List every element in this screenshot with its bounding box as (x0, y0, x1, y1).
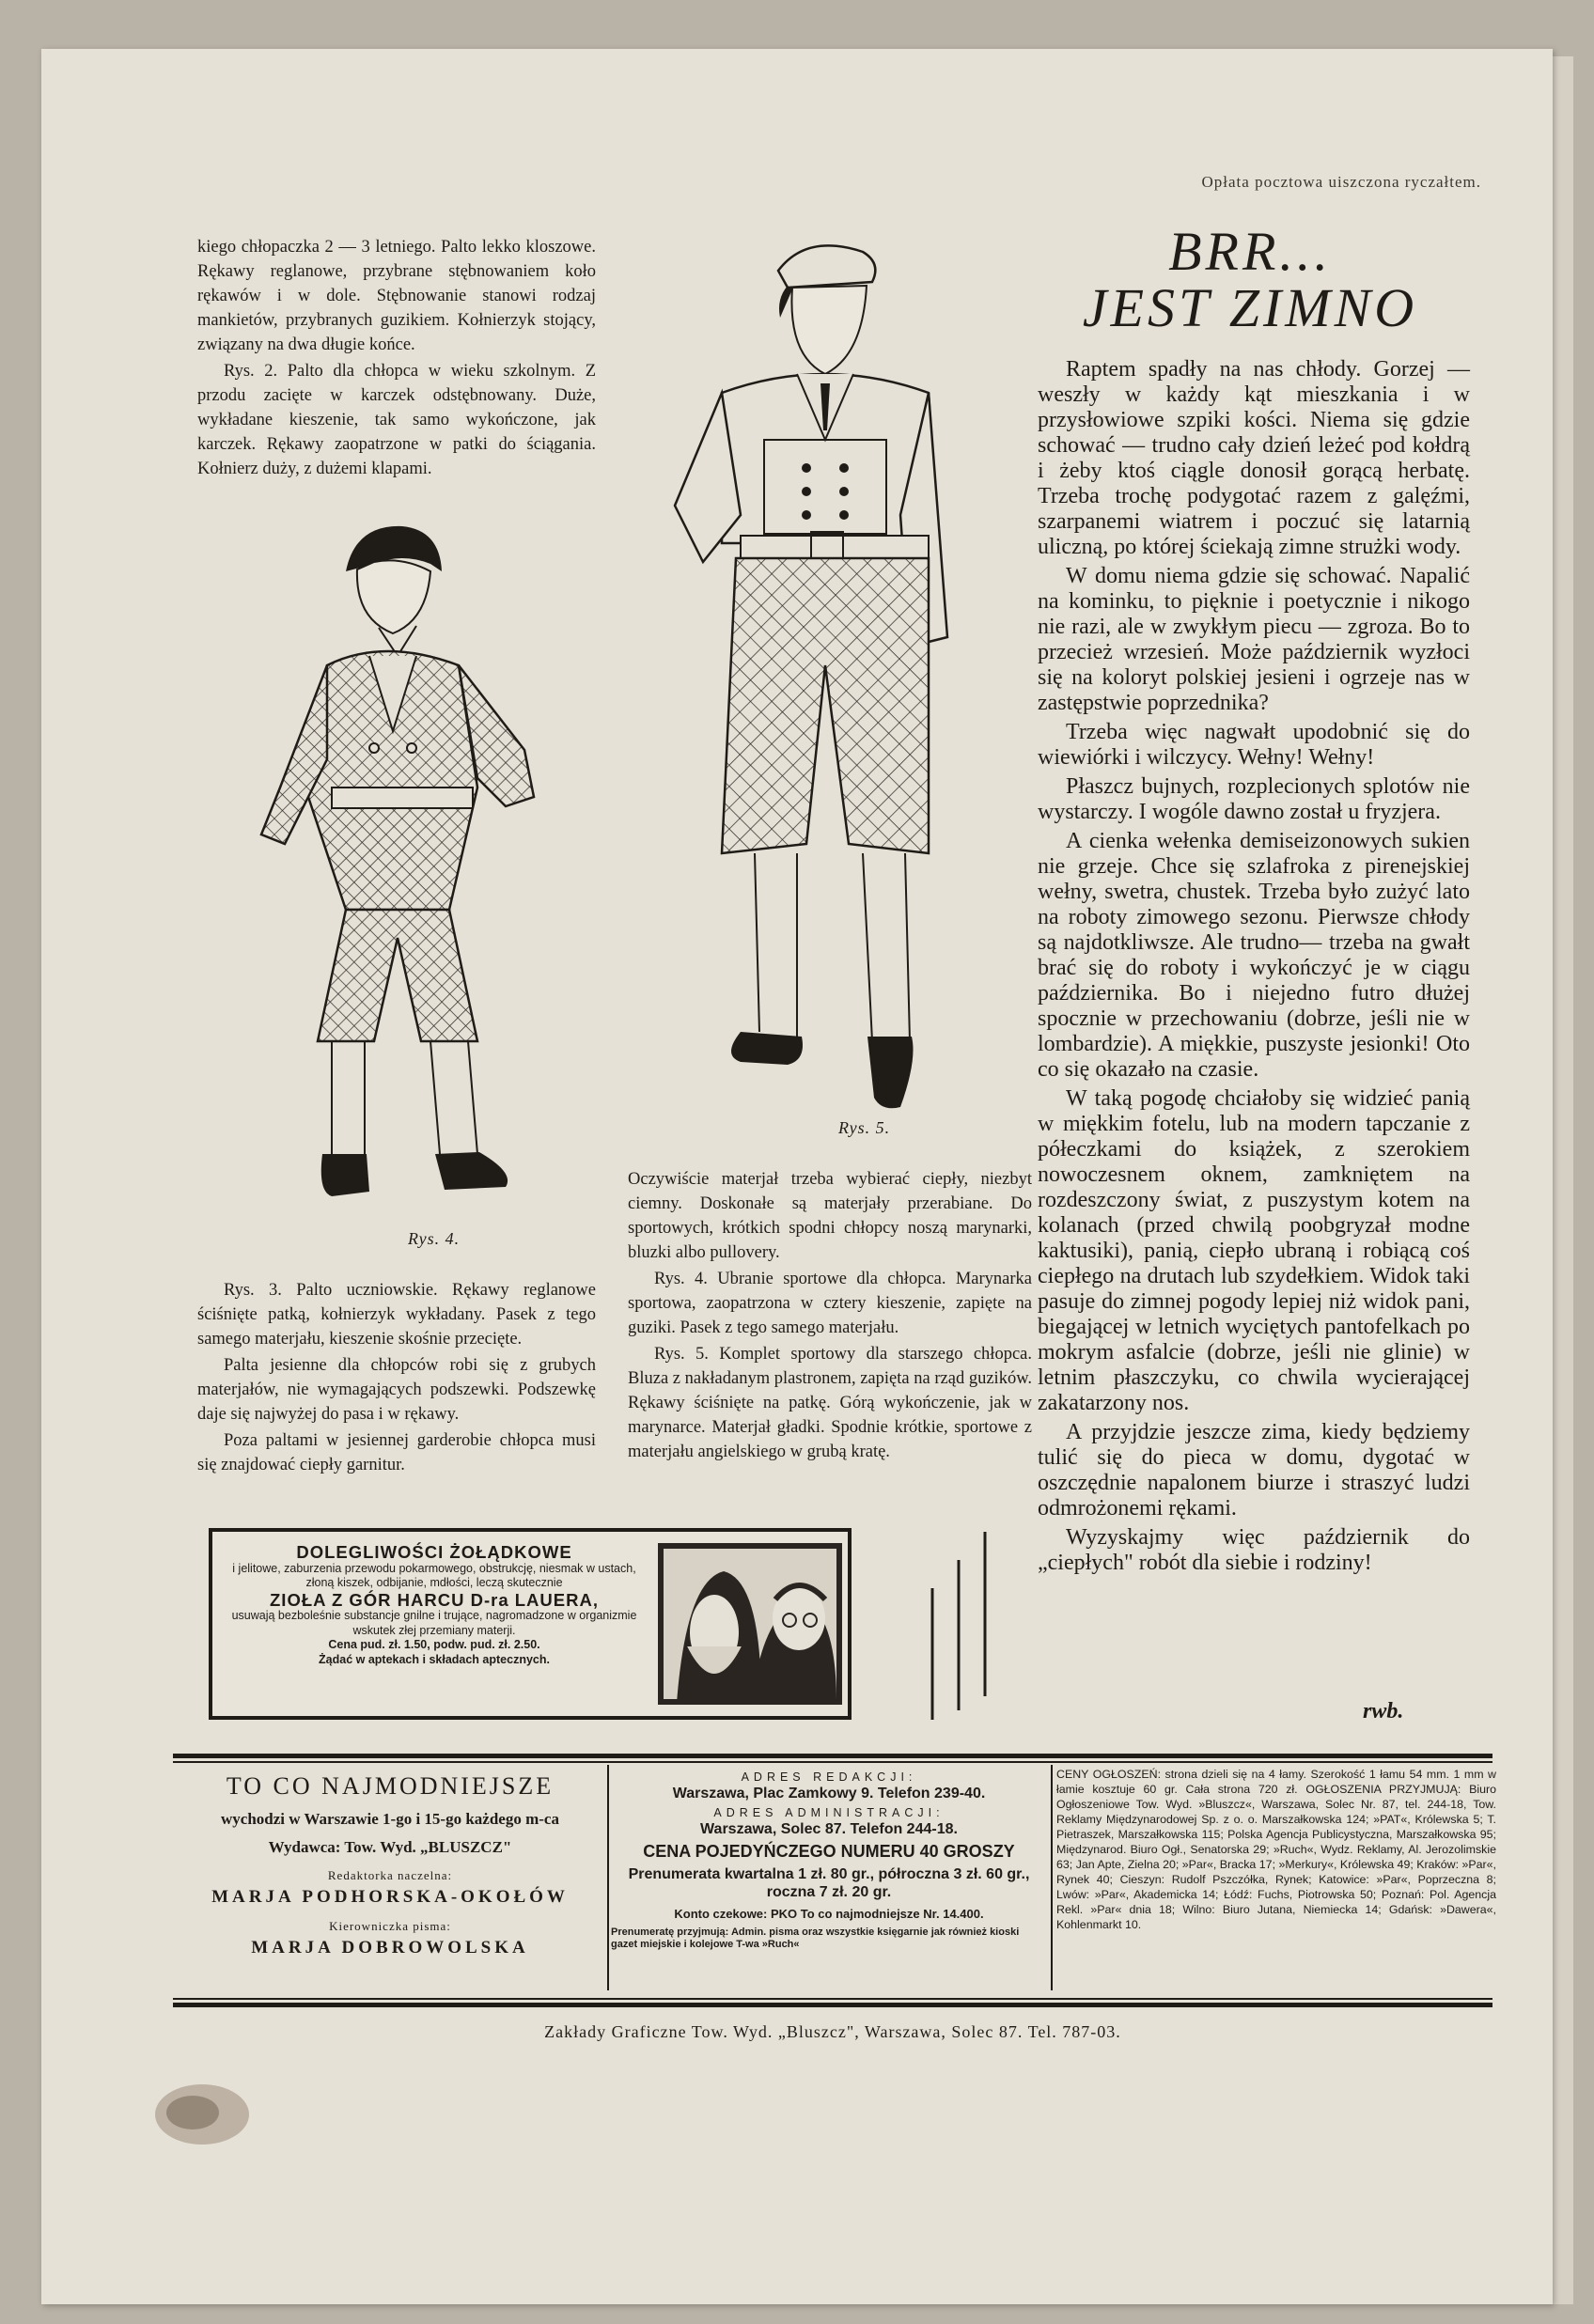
article-body (1038, 357, 1470, 1580)
subscription-note: Prenumeratę przyjmują: Admin. pisma oraz wszystkie księgarnie jak również kioski gazet miejskie i kolejowe T-wa »Ruch« (611, 1926, 1020, 1950)
left-column-bottom (197, 1278, 596, 1479)
left-column-top (197, 235, 596, 483)
paragraph: Poza paltami w jesiennej garderobie chłopca musi się znajdować ciepły garnitur. (197, 1431, 596, 1474)
page-edge (1553, 56, 1573, 2304)
magazine-title: TO CO NAJMODNIEJSZE (226, 1772, 555, 1800)
article-paragraph: W domu niema gdzie się schować. Napalić na kominku, to pięknie i poetycznie i nikogo nie razi, ale w zwykłym piecu — zgroza. Bo to przecież wrzesień. Może październik wyzłoci się na koloryt polskiej jesieni i ogrzeje nas w zastępstwie poprzednika? (1038, 564, 1470, 715)
paragraph: Rys. 5. Komplet sportowy dla starszego chłopca. Bluza z nakładanym plastronem, zapięta na rząd guzików. Rękawy ściśnięte na patkę. Górą wykończenie, jak w marynarce. Materjał gładki. Spodnie krótkie, sportowe z materjału angielskiego w grubą kratę. (628, 1345, 1032, 1461)
ad-availability: Żądać w aptekach i składach aptecznych. (319, 1652, 550, 1666)
paragraph: kiego chłopaczka 2 — 3 letniego. Palto lekko kloszowe. Rękawy reglanowe, przybrane stębnowaniem koło rękawów i w dole. Stębnowanie stanowi rodzaj mankietów, przybranych guzikiem. Kołnierzyk stojący, związany na dwa długie końce. (197, 238, 596, 354)
article-paragraph: A przyjdzie jeszcze zima, kiedy będziemy tulić się do pieca w domu, dygotać w oszczędnie napalonem biurze i straszyć ludzi odmrożonemi rękami. (1038, 1420, 1470, 1521)
article-paragraph: Płaszcz bujnych, rozplecionych splotów nie wystarczy. I wogóle dawno został u fryzjera. (1038, 774, 1470, 824)
masthead-publication (179, 1767, 602, 1996)
paragraph: Oczywiście materjał trzeba wybierać ciepły, niezbyt ciemny. Doskonałe są materjały przerabiane. Do sportowych, krótkich spodni chłopcy noszą marynarki, bluzki albo pullovery. (628, 1170, 1032, 1262)
paragraph: Rys. 3. Palto uczniowskie. Rękawy reglanowe ściśnięte patką, kołnierzyk wykładany. Pasek z tego samego materjału, kieszenie skośnie przecięte. (197, 1281, 596, 1349)
masthead-top-rule-thin (173, 1761, 1492, 1763)
admin-address: Warszawa, Solec 87. Telefon 244-18. (700, 1821, 958, 1837)
boy-coat-illustration (242, 515, 562, 1229)
bank-account: Konto czekowe: PKO To co najmodniejsze Nr. 14.400. (674, 1907, 984, 1921)
masthead-bottom-rule-thin (173, 1998, 1492, 2000)
figure-4-caption: Rys. 4. (408, 1229, 461, 1248)
publisher: Wydawca: Tow. Wyd. „BLUSZCZ" (268, 1838, 512, 1856)
editor-name: MARJA PODHORSKA-OKOŁÓW (211, 1887, 569, 1907)
figure-5-caption: Rys. 5. (838, 1118, 891, 1137)
doctor-portrait-image (658, 1543, 842, 1705)
ad-line: i jelitowe, zaburzenia przewodu pokarmowego, obstrukcję, niesmak w ustach, złoną kiszek, odbijanie, mdłości, leczą skutecznie (232, 1561, 636, 1589)
article-paragraph: W taką pogodę chciałoby się widzieć panią w miękkim fotelu, lub na modern tapczanie z półeczkami do książek, z szerokiem nowoczesnem oknem, zamkniętem na rozdeszczony świat, z puszystym kotem na kolanach (przed chwilą poobgryzał modne kaktusiki), panią, ciepło ubraną i robiącą coś ciepłego na drutach lub szydełkiem. Widok taki pasuje do zimnej pogody lepiej niż widok pani, biegającej w letnich wyciętych pantofelkach po mokrym asfalcie (dobrze, jeśli nie glinie) w letnim płaszczyku, co chwila wycierającej zakatarzony nos. (1038, 1086, 1470, 1415)
decorative-lines (921, 1532, 996, 1720)
masthead-ad-rates: CENY OGŁOSZEŃ: strona dzieli się na 4 łamy. Szerokość 1 łamu 54 mm. 1 mm w łamie kosztuje 60 gr. Cała strona 720 zł. OGŁOSZENIA PRZYJMUJĄ: Biuro Ogłoszeniowe Tow. Wyd. »Bluszcz«, Warszawa, Solec Nr. 87, tel. 244-18, Tow. Reklamy Międzynarodowej Sp. z o. o. Marszałkowska 124; »PAT«, Królewska 5; T. Pietraszek, Marszałkowska 115; Polska Agencja Publicystyczna, Marszałkowska 95; Międzynarod. Biuro Ogł., Senatorska 29; »Ruch«, Wydz. Reklamy, Al. Jerozolimskie 63; Jan Apte, Zielna 20; »Par«, Bracka 17; »Merkury«, Królewska 49; Kraków: »Par«, Rynek 40; Cieszyn: Rudolf Pszczółka, Rynek; Katowice: »Par«, Poprzeczna 8; Lwów: »Par«, Akademicka 14; Łódź: Fuchs, Piotrowska 50; Poznań: Pol. Agencja Rekl. »Par« dnia 18; Wilno: Biuro Jutana, Niemiecka 14; Gdańsk: »Dawera«, Kohlenmarkt 10. (1056, 1768, 1496, 1931)
ad-price: Cena pud. zł. 1.50, podw. pud. zł. 2.50. (328, 1638, 540, 1651)
column-separator (607, 1765, 609, 1990)
article-paragraph: Raptem spadły na nas chłody. Gorzej — weszły w każdy kąt mieszkania i w przysłowiowe szpiki kości. Niema się gdzie schować — trudno cały dzień leżeć pod kołdrą i żeby ktoś ciągle donosił gorącą herbatę. Trzeba trochę podygotać razem z galęźmi, szarpanemi wiatrem i poczuć się latarnią uliczną, po której ściekają zimne strużki wody. (1038, 357, 1470, 559)
editorial-address: Warszawa, Plac Zamkowy 9. Telefon 239-40. (672, 1786, 986, 1801)
masthead-bottom-rule (173, 2003, 1492, 2007)
editorial-address-label: ADRES REDAKCJI: (741, 1770, 917, 1784)
headline-line-2: JEST ZIMNO (1082, 277, 1418, 338)
article-paragraph: A cienka wełenka demiseizonowych sukien nie grzeje. Chce się szlafroka z pirenejskiej wełny, swetra, chustek. Trzeba było zużyć lato na roboty zimowego sezonu. Pierwsze chłody są najdotkliwsze. Ale trudno— trzeba na gwałt brać się do roboty i wykończyć je w ciągu października. Bo i niejedno futro dłużej spocznie w przechowaniu (dobrze, jeśli nie w lombardzie). A miękkie, puszyste jesionki! Oto co się okazało na czasie. (1038, 829, 1470, 1082)
advertisement-box (209, 1528, 852, 1720)
article-headline (1062, 221, 1438, 338)
ad-title: DOLEGLIWOŚCI ŻOŁĄDKOWE (296, 1542, 572, 1562)
masthead-top-rule (173, 1754, 1492, 1758)
ad-line: usuwają bezboleśnie substancje gnilne i trujące, nagromadzone w organizmie wskutek złej przemiany materji. (231, 1609, 637, 1637)
paragraph: Palta jesienne dla chłopców robi się z grubych materjałów, nie wymagających podszewki. Podszewkę daje się najwyżej do pasa i w rękawy. (197, 1356, 596, 1424)
admin-address-label: ADRES ADMINISTRACJI: (713, 1806, 945, 1819)
manager-label: Kierowniczka pisma: (329, 1919, 451, 1933)
article-paragraph: Trzeba więc nagwałt upodobnić się do wiewiórki i wilczycy. Wełny! Wełny! (1038, 720, 1470, 770)
postage-note: Opłata pocztowa uiszczona ryczałtem. (1201, 173, 1481, 191)
paragraph: Rys. 2. Palto dla chłopca w wieku szkolnym. Z przodu zacięte w karczek odstębnowany. Duże, wykładane kieszenie, tak samo wykończone, jak karczek. Rękawy zaopatrzone w patki do ściągania. Kołnierz duży, z dużemi klapami. (197, 362, 596, 478)
column-separator (1051, 1765, 1053, 1990)
article-paragraph: Wyzyskajmy więc październik do „ciepłych" robót dla siebie i rodziny! (1038, 1525, 1470, 1575)
editor-label: Redaktorka naczelna: (327, 1868, 453, 1882)
single-issue-price: CENA POJEDYŃCZEGO NUMERU 40 GROSZY (643, 1842, 1015, 1861)
paper-stain (150, 2077, 254, 2152)
manager-name: MARJA DOBROWOLSKA (251, 1938, 529, 1957)
printer-imprint: Zakłady Graficzne Tow. Wyd. „Bluszcz", Warszawa, Solec 87. Tel. 787-03. (544, 2022, 1121, 2041)
sport-suit-illustration (665, 233, 976, 1116)
paragraph: Rys. 4. Ubranie sportowe dla chłopca. Marynarka sportowa, zaopatrzona w cztery kieszenie, zapięte na guziki. Pasek z tego samego materjału. (628, 1270, 1032, 1337)
article-signature: rwb. (1363, 1699, 1404, 1724)
headline-line-1: BRR... (1168, 221, 1332, 282)
frequency: wychodzi w Warszawie 1-go i 15-go każdego m-ca (221, 1810, 559, 1828)
masthead-addresses (611, 1767, 1047, 1996)
subscription-prices: Prenumerata kwartalna 1 zł. 80 gr., półroczna 3 zł. 60 gr., roczna 7 zł. 20 gr. (628, 1866, 1030, 1900)
ad-text (227, 1542, 641, 1667)
middle-column (628, 1167, 1032, 1466)
ad-product: ZIOŁA Z GÓR HARCU D-ra LAUERA, (270, 1589, 599, 1610)
